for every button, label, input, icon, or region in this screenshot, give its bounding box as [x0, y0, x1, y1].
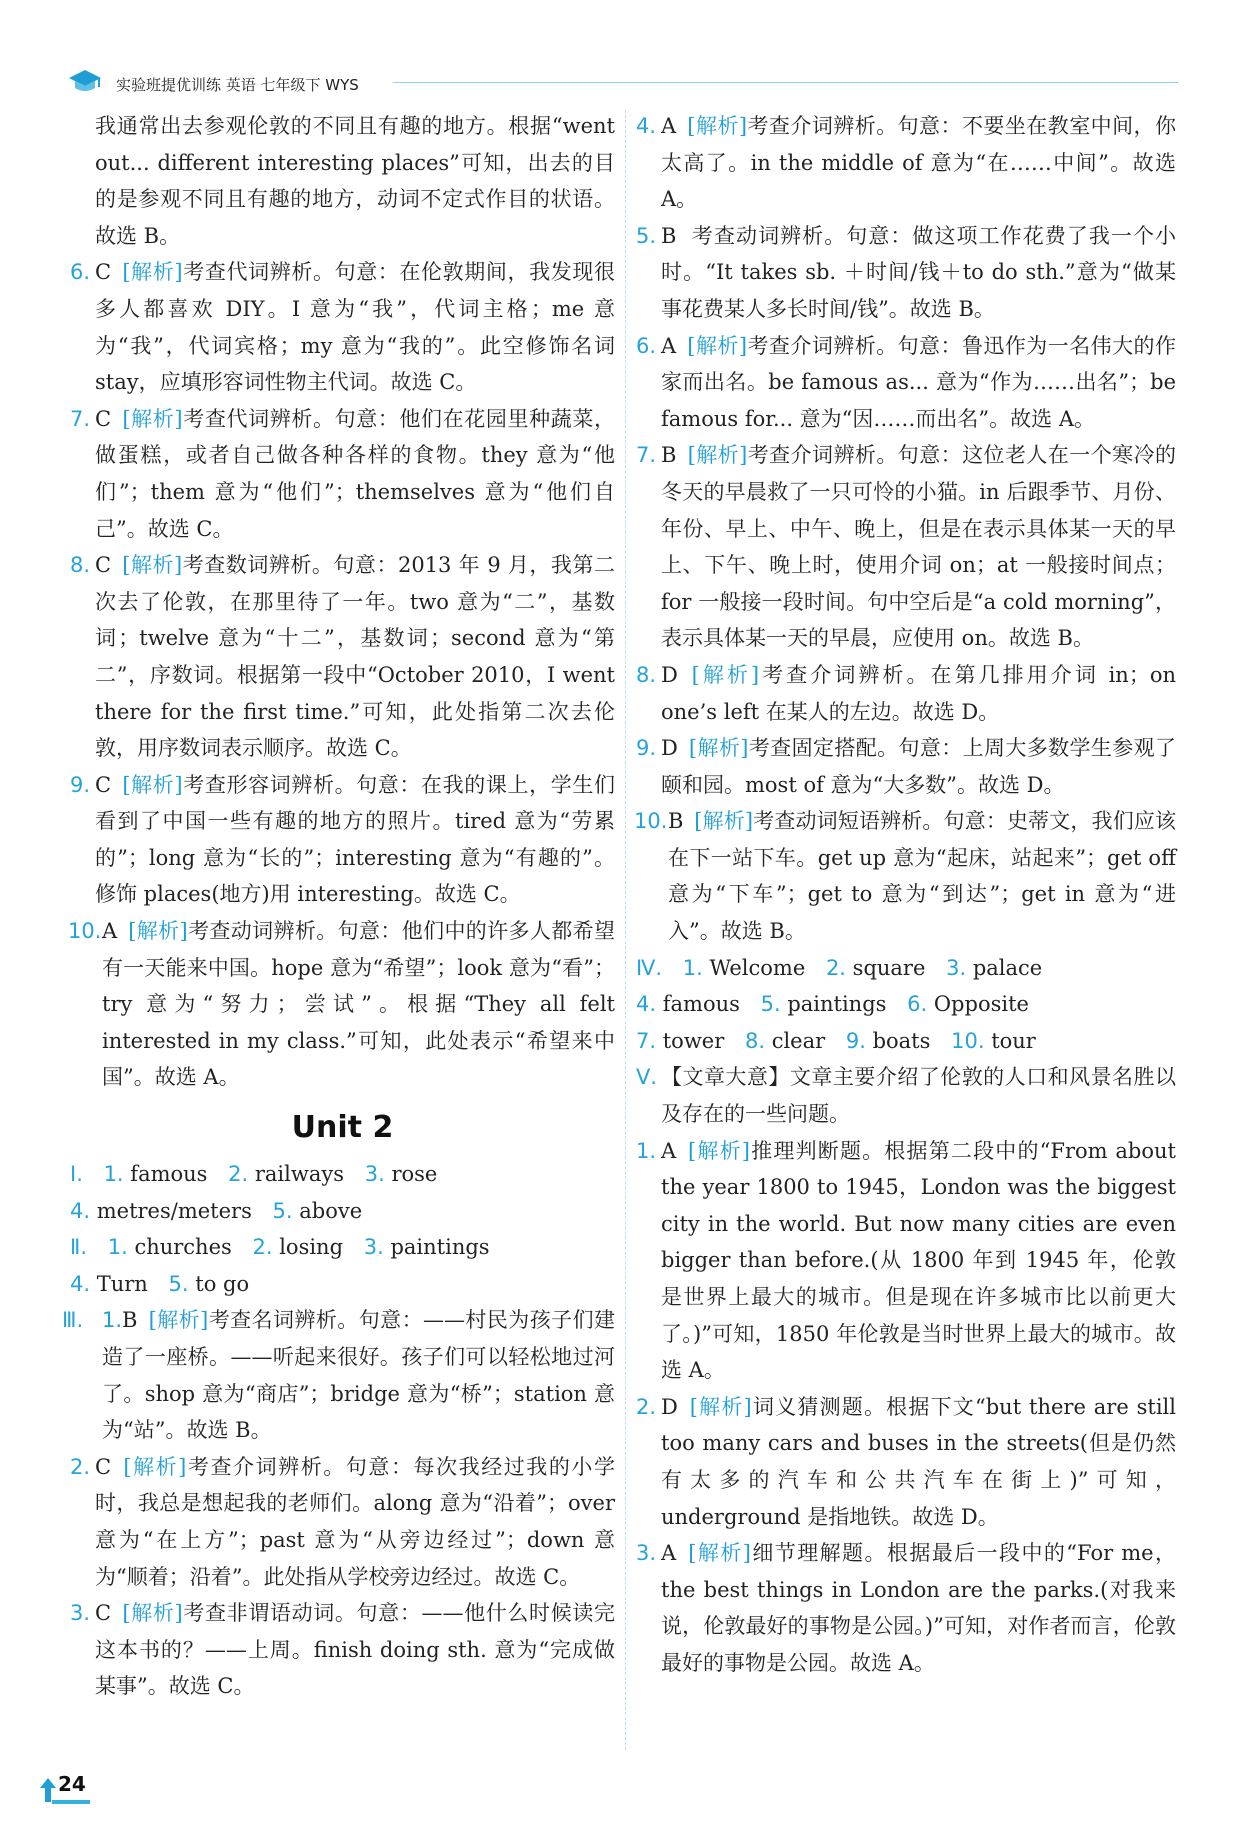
page-number-underline — [52, 1800, 90, 1804]
answer-item-r8: 8. D [解析]考查介词辨析。在第几排用介词 in；on one’s left 在某人的左边。故选 D。 — [636, 662, 1176, 724]
section-5-item-2: 2. D [解析]词义猜测题。根据下文“but there are still too many cars and buses in the streets(但是仍然有太多的汽车和公共汽车在街上)”可知，underground 是指地铁。故选 D。 — [636, 1394, 1176, 1529]
right-column — [636, 108, 1176, 1682]
answer-item-6: 6. C [解析]考查代词辨析。句意：在伦敦期间，我发现很多人都喜欢 DIY。I 意为“我”，代词主格；me 意为“我”，代词宾格；my 意为“我的”。此空修饰名词 stay，应填形容词性物主代词。故选 C。 — [70, 260, 615, 395]
up-arrow-icon — [40, 1778, 56, 1802]
answer-item-r7: 7. B [解析]考查介词辨析。句意：这位老人在一个寒冷的冬天的早晨救了一只可怜的小猫。in 后跟季节、月份、年份、早上、中午、晚上，但是在表示具体某一天的早上、下午、晚上时，使用介词 on；at 一般接时间点；for 一般接一段时间。句中空后是“a cold morning”，表示具体某一天的早晨，应使用 on。故选 B。 — [636, 443, 1177, 651]
page-number: 24 — [58, 1772, 86, 1796]
section-5-item-1: 1. A [解析]推理判断题。根据第二段中的“From about the year 1800 to 1945，London was the biggest city in the world. But now many cities are even bigger than before.(从 1800 年到 1945 年，伦敦是世界上最大的城市。但是现在许多城市比以前更大了。)”可知，1850 年伦敦是当时世界上最大的城市。故选 A。 — [636, 1138, 1176, 1383]
answer-item-8: 8. C [解析]考查数词辨析。句意：2013 年 9 月，我第二次去了伦敦，在那里待了一年。two 意为“二”，基数词；twelve 意为“十二”，基数词；second 意为“第二”，序数词。根据第一段中“October 2010，I went there for the first time.”可知，此处指第二次去伦敦，用序数词表示顺序。故选 C。 — [70, 553, 615, 761]
page-footer — [40, 1770, 100, 1808]
section-4-line-1: Ⅳ. 1. Welcome 2. square 3. palace — [636, 955, 1043, 980]
answer-item-7: 7. C [解析]考查代词辨析。句意：他们在花园里种蔬菜，做蛋糕，或者自己做各种各样的食物。they 意为“他们”；them 意为“他们”；themselves 意为“他们自己”。故选 C。 — [70, 406, 615, 541]
section-4-line-2: 4. famous 5. paintings 6. Opposite — [636, 992, 1029, 1017]
answer-item-9: 9. C [解析]考查形容词辨析。句意：在我的课上，学生们看到了中国一些有趣的地方的照片。tired 意为“劳累的”；long 意为“长的”；interesting 意为“有趣的”。修饰 places(地方)用 interesting。故选 C。 — [70, 772, 615, 907]
continued-answer: 我通常出去参观伦敦的不同且有趣的地方。根据“went out... different interesting places”可知，出去的目的是参观不同且有趣的地方，动词不定式作目的状语。故选 B。 — [95, 114, 615, 248]
section-1-line-2: 4. metres/meters 5. above — [70, 1198, 363, 1223]
answer-item-r6: 6. A [解析]考查介词辨析。句意：鲁迅作为一名伟大的作家而出名。be famous as... 意为“作为……出名”；be famous for... 意为“因……而出名”。故选 A。 — [636, 333, 1176, 431]
left-column — [62, 108, 616, 1705]
graduation-cap-icon — [68, 68, 102, 96]
header-title: 实验班提优训练 英语 七年级下 WYS — [116, 76, 359, 94]
answer-item-10: 10. A [解析]考查动词辨析。句意：他们中的许多人都希望有一天能来中国。hope 意为“希望”；look 意为“看”；try 意为“努力；尝试”。根据“They all felt interested in my class.”可知，此处表示“希望来中国”。故选 A。 — [68, 919, 615, 1090]
unit-title: Unit 2 — [291, 1110, 394, 1146]
page-header — [68, 68, 1178, 98]
section-2-line-2: 4. Turn 5. to go — [70, 1271, 250, 1296]
answer-item-r10: 10. B [解析]考查动词短语辨析。句意：史蒂文，我们应该在下一站下车。get up 意为“起床，站起来”；get off 意为“下车”；get to 意为“到达”；get in 意为“进入”。故选 B。 — [634, 809, 1176, 944]
section-3-item-2: 2. C [解析]考查介词辨析。句意：每次我经过我的小学时，我总是想起我的老师们。along 意为“沿着”；over 意为“在上方”；past 意为“从旁边经过”；down 意为“顺着；沿着”。此处指从学校旁边经过。故选 C。 — [70, 1454, 615, 1589]
column-divider — [625, 110, 626, 1750]
section-3-item-3: 3. C [解析]考查非谓语动词。句意：——他什么时候读完这本书的？——上周。finish doing sth. 意为“完成做某事”。故选 C。 — [70, 1601, 615, 1699]
section-2-line-1: Ⅱ. 1. churches 2. losing 3. paintings — [70, 1235, 490, 1260]
section-4-line-3: 7. tower 8. clear 9. boats 10. tour — [636, 1028, 1036, 1053]
answer-item-r4: 4. A [解析]考查介词辨析。句意：不要坐在教室中间，你太高了。in the middle of 意为“在……中间”。故选 A。 — [636, 114, 1176, 212]
answer-item-r9: 9. D [解析]考查固定搭配。句意：上周大多数学生参观了颐和园。most of 意为“大多数”。故选 D。 — [636, 736, 1177, 797]
section-5-item-3: 3. A [解析]细节理解题。根据最后一段中的“For me，the best things in London are the parks.(对我来说，伦敦最好的事物是公园。)”可知，对作者而言，伦敦最好的事物是公园。故选 A。 — [636, 1541, 1176, 1675]
section-1-line-1: Ⅰ. 1. famous 2. railways 3. rose — [70, 1162, 438, 1187]
header-rule — [393, 82, 1178, 83]
section-3-item-1: Ⅲ. 1.B [解析]考查名词辨析。句意：——村民为孩子们建造了一座桥。——听起来很好。孩子们可以轻松地过河了。shop 意为“商店”；bridge 意为“桥”；station 意为“站”。故选 B。 — [62, 1308, 616, 1443]
answer-item-r5: 5. B 考查动词辨析。句意：做这项工作花费了我一个小时。“It takes sb. ＋时间/钱＋to do sth.”意为“做某事花费某人多长时间/钱”。故选 B。 — [636, 223, 1177, 321]
section-5-summary: Ⅴ. 【文章大意】文章主要介绍了伦敦的人口和风景名胜以及存在的一些问题。 — [636, 1065, 1176, 1127]
